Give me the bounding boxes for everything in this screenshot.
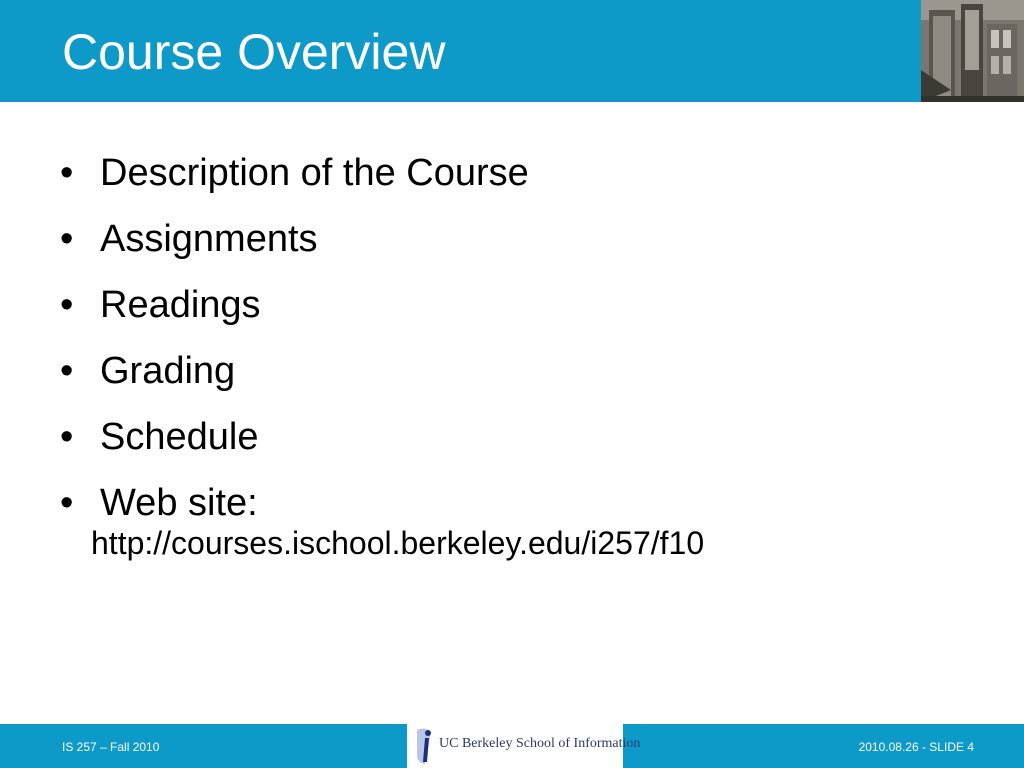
bullet-glyph: • [60, 350, 74, 392]
logo-text: UC Berkeley School of Information [439, 736, 641, 751]
header-bar [0, 0, 1024, 102]
list-item [60, 409, 960, 475]
bullet-glyph: • [60, 416, 74, 458]
ischool-logo-icon [411, 726, 439, 766]
bullet-glyph: • [60, 482, 74, 524]
bullet-text: Grading [100, 350, 236, 392]
bullet-glyph: • [60, 152, 74, 194]
bullet-text: Schedule [100, 416, 259, 458]
list-item [60, 277, 960, 343]
bullet-glyph: • [60, 284, 74, 326]
school-logo [407, 724, 641, 768]
bullet-text: Readings [100, 284, 261, 326]
list-item [60, 211, 960, 277]
slide-number: 2010.08.26 - SLIDE 4 [858, 740, 974, 754]
bullet-glyph: • [60, 218, 74, 260]
bullet-text: Assignments [100, 218, 318, 260]
bullet-list [60, 145, 960, 563]
list-item [60, 343, 960, 409]
bullet-text: Description of the Course [100, 152, 529, 194]
slide-title: Course Overview [62, 24, 446, 80]
building-photo [921, 0, 1024, 102]
list-item [60, 145, 960, 211]
website-url: http://courses.ischool.berkeley.edu/i257/f10 [91, 525, 705, 561]
bullet-text: Web site: [100, 482, 258, 524]
course-label: IS 257 – Fall 2010 [62, 740, 160, 754]
